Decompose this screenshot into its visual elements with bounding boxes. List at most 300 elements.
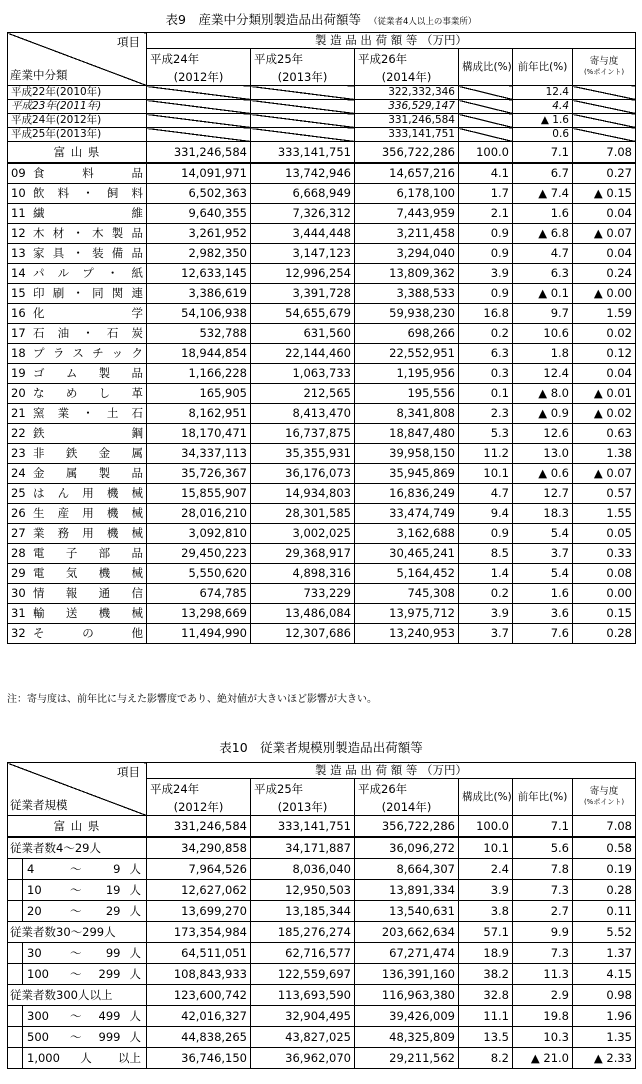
cell-ratio: 0.3 <box>459 364 513 384</box>
total-label: 富 山 県 <box>8 816 147 838</box>
blank-cell <box>251 100 355 114</box>
cell-v2014: 3,388,533 <box>355 284 459 304</box>
size-tilde: ～ <box>70 946 82 960</box>
cell-v2014: 18,847,480 <box>355 424 459 444</box>
cell-v2012: 44,838,265 <box>147 1027 251 1048</box>
cell-v2012: 123,600,742 <box>147 985 251 1006</box>
cell-contrib: 1.96 <box>573 1006 636 1027</box>
header-item-label: 項目 <box>117 35 140 49</box>
category-name: 化 学 <box>33 306 143 320</box>
cell-ratio: 0.9 <box>459 284 513 304</box>
cell-v2013: 12,950,503 <box>251 880 355 901</box>
blank-cell <box>573 86 636 100</box>
cell-v2014: 5,164,452 <box>355 564 459 584</box>
cell-v2013: 8,413,470 <box>251 404 355 424</box>
cell-yoy: 12.6 <box>513 424 573 444</box>
cell-contrib: 0.27 <box>573 163 636 184</box>
group-row <box>8 922 636 943</box>
size-row <box>8 1006 636 1027</box>
cell-v2014: 356,722,286 <box>355 816 459 838</box>
header-contrib <box>573 49 636 86</box>
cell-ratio: 57.1 <box>459 922 513 943</box>
category-label <box>8 384 147 404</box>
category-name: 繊 維 <box>33 206 143 220</box>
category-label <box>8 404 147 424</box>
cell-ratio: 4.7 <box>459 484 513 504</box>
cell-v2012: 64,511,051 <box>147 943 251 964</box>
cell-v2014: 7,443,959 <box>355 204 459 224</box>
cell-v2013: 12,996,254 <box>251 264 355 284</box>
cell-v2014: 13,975,712 <box>355 604 459 624</box>
category-code: 13 <box>11 246 26 260</box>
cell-v2013: 36,176,073 <box>251 464 355 484</box>
category-code: 19 <box>11 366 26 380</box>
history-row <box>8 100 636 114</box>
header-year: 平成25年 <box>251 49 355 71</box>
cell-ratio: 1.7 <box>459 184 513 204</box>
size-from: 100 <box>27 967 49 981</box>
history-label: 平成25年(2013年) <box>8 128 147 142</box>
cell-yoy: 5.4 <box>513 524 573 544</box>
cell-ratio: 6.3 <box>459 344 513 364</box>
cell-ratio: 38.2 <box>459 964 513 985</box>
category-code: 21 <box>11 406 26 420</box>
category-row <box>8 604 636 624</box>
cell-contrib: 0.28 <box>573 624 636 644</box>
category-label <box>8 444 147 464</box>
category-label <box>8 624 147 644</box>
category-name: 電 子 部 品 <box>33 546 143 560</box>
cell-v2014: 745,308 <box>355 584 459 604</box>
category-label <box>8 584 147 604</box>
cell-v2013: 22,144,460 <box>251 344 355 364</box>
group-row <box>8 985 636 1006</box>
cell-ratio: 8.5 <box>459 544 513 564</box>
blank-cell <box>147 100 251 114</box>
header-group: 製 造 品 出 荷 額 等 （万円） <box>147 763 636 779</box>
blank-cell <box>147 128 251 142</box>
total-label: 富 山 県 <box>8 142 147 164</box>
cell-v2013: 14,934,803 <box>251 484 355 504</box>
cell-yoy: 1.8 <box>513 344 573 364</box>
header-year: 平成26年 <box>355 779 459 801</box>
category-name: プラスチック <box>33 346 143 360</box>
cell-v2012: 173,354,984 <box>147 922 251 943</box>
cell-yoy: 6.7 <box>513 163 573 184</box>
cell-v2014: 13,240,953 <box>355 624 459 644</box>
category-label <box>8 484 147 504</box>
category-row <box>8 524 636 544</box>
cell-ratio: 32.8 <box>459 985 513 1006</box>
header-row <box>8 33 636 49</box>
cell-v2013: 3,002,025 <box>251 524 355 544</box>
size-tilde: 人 <box>80 1051 92 1065</box>
size-person: 人 <box>129 862 141 876</box>
cell-ratio: 3.9 <box>459 264 513 284</box>
category-label <box>8 163 147 184</box>
category-name: 業務用機械 <box>33 526 143 540</box>
header-year: 平成24年 <box>147 49 251 71</box>
blank-cell <box>147 86 251 100</box>
cell-contrib: ▲ 0.01 <box>573 384 636 404</box>
size-row <box>8 1048 636 1069</box>
cell-contrib: 0.24 <box>573 264 636 284</box>
category-row <box>8 304 636 324</box>
cell-v2014: 22,552,951 <box>355 344 459 364</box>
cell-yoy: 7.1 <box>513 816 573 838</box>
cell-yoy: 4.7 <box>513 244 573 264</box>
cell-contrib: ▲ 0.02 <box>573 404 636 424</box>
category-label <box>8 244 147 264</box>
cell-v2013: 13,185,344 <box>251 901 355 922</box>
size-from: 20 <box>27 904 42 918</box>
cell-yoy: 5.4 <box>513 564 573 584</box>
cell-v2013: 13,742,946 <box>251 163 355 184</box>
cell-v2014: 35,945,869 <box>355 464 459 484</box>
size-from: 10 <box>27 883 42 897</box>
category-row <box>8 504 636 524</box>
cell-ratio: 11.2 <box>459 444 513 464</box>
cell-v2012: 15,855,907 <box>147 484 251 504</box>
cell-v2014: 698,266 <box>355 324 459 344</box>
cell-v2014: 16,836,249 <box>355 484 459 504</box>
cell-v2012: 12,633,145 <box>147 264 251 284</box>
total-row <box>8 816 636 838</box>
history-yoy: 0.6 <box>513 128 573 142</box>
cell-contrib: 0.02 <box>573 324 636 344</box>
category-row <box>8 544 636 564</box>
history-value: 331,246,584 <box>355 114 459 128</box>
cell-v2014: 14,657,216 <box>355 163 459 184</box>
cell-v2012: 29,450,223 <box>147 544 251 564</box>
category-label <box>8 504 147 524</box>
cell-v2012: 331,246,584 <box>147 142 251 164</box>
cell-contrib: 0.58 <box>573 837 636 859</box>
cell-ratio: 1.4 <box>459 564 513 584</box>
cell-contrib: 0.04 <box>573 364 636 384</box>
cell-ratio: 0.9 <box>459 524 513 544</box>
header-year: 平成24年 <box>147 779 251 801</box>
header-contrib-unit: (%ポイント) <box>583 68 625 76</box>
cell-v2012: 14,091,971 <box>147 163 251 184</box>
category-code: 10 <box>11 186 26 200</box>
cell-v2012: 34,337,113 <box>147 444 251 464</box>
cell-ratio: 9.4 <box>459 504 513 524</box>
cell-v2012: 6,502,363 <box>147 184 251 204</box>
category-name: 情 報 通 信 <box>33 586 143 600</box>
cell-v2013: 35,355,931 <box>251 444 355 464</box>
cell-contrib: 0.33 <box>573 544 636 564</box>
cell-v2013: 631,560 <box>251 324 355 344</box>
category-row <box>8 484 636 504</box>
header-year-sub: (2013年) <box>251 70 355 86</box>
blank-cell <box>459 128 513 142</box>
category-row <box>8 364 636 384</box>
cell-contrib: ▲ 2.33 <box>573 1048 636 1069</box>
history-value: 336,529,147 <box>355 100 459 114</box>
category-row <box>8 564 636 584</box>
category-code: 11 <box>11 206 26 220</box>
cell-contrib: 0.15 <box>573 604 636 624</box>
cell-v2012: 18,170,471 <box>147 424 251 444</box>
cell-ratio: 3.7 <box>459 624 513 644</box>
cell-ratio: 0.2 <box>459 324 513 344</box>
cell-v2012: 674,785 <box>147 584 251 604</box>
category-code: 15 <box>11 286 26 300</box>
cell-ratio: 100.0 <box>459 816 513 838</box>
cell-v2012: 8,162,951 <box>147 404 251 424</box>
cell-v2014: 3,294,040 <box>355 244 459 264</box>
size-to: 29 <box>105 904 121 918</box>
size-label <box>8 1027 147 1048</box>
cell-yoy: 10.6 <box>513 324 573 344</box>
cell-v2013: 36,962,070 <box>251 1048 355 1069</box>
blank-cell <box>573 100 636 114</box>
cell-v2013: 62,716,577 <box>251 943 355 964</box>
cell-yoy: 10.3 <box>513 1027 573 1048</box>
cell-contrib: ▲ 0.15 <box>573 184 636 204</box>
cell-v2013: 333,141,751 <box>251 816 355 838</box>
size-tilde: ～ <box>70 967 82 981</box>
cell-contrib: 1.59 <box>573 304 636 324</box>
category-row <box>8 584 636 604</box>
size-person: 人 <box>129 1009 141 1023</box>
size-to: 999 <box>98 1030 121 1044</box>
cell-v2013: 3,444,448 <box>251 224 355 244</box>
cell-ratio: 0.2 <box>459 584 513 604</box>
size-to: 19 <box>105 883 121 897</box>
category-code: 26 <box>11 506 26 520</box>
history-row <box>8 128 636 142</box>
header-category-label: 従業者規模 <box>10 798 68 812</box>
cell-yoy: ▲ 0.1 <box>513 284 573 304</box>
history-yoy: 4.4 <box>513 100 573 114</box>
size-to: 以上 <box>118 1051 141 1065</box>
blank-cell <box>573 114 636 128</box>
cell-contrib: 7.08 <box>573 816 636 838</box>
cell-v2014: 116,963,380 <box>355 985 459 1006</box>
cell-v2013: 32,904,495 <box>251 1006 355 1027</box>
category-name: 食 料 品 <box>33 166 143 180</box>
blank-cell <box>147 114 251 128</box>
cell-v2014: 67,271,474 <box>355 943 459 964</box>
category-name: 石油・石炭 <box>33 326 143 340</box>
category-code: 23 <box>11 446 26 460</box>
history-value: 322,332,346 <box>355 86 459 100</box>
cell-yoy: 12.7 <box>513 484 573 504</box>
blank-cell <box>251 114 355 128</box>
size-from: 4 <box>27 862 35 876</box>
category-name: パルプ・紙 <box>33 266 143 280</box>
cell-ratio: 13.5 <box>459 1027 513 1048</box>
category-row <box>8 444 636 464</box>
category-label <box>8 564 147 584</box>
cell-ratio: 3.9 <box>459 604 513 624</box>
cell-ratio: 4.1 <box>459 163 513 184</box>
category-label <box>8 424 147 444</box>
category-code: 24 <box>11 466 26 480</box>
blank-cell <box>459 100 513 114</box>
cell-v2012: 2,982,350 <box>147 244 251 264</box>
cell-yoy: 9.7 <box>513 304 573 324</box>
cell-yoy: 19.8 <box>513 1006 573 1027</box>
size-label <box>8 880 147 901</box>
size-person: 人 <box>129 946 141 960</box>
history-yoy: ▲ 1.6 <box>513 114 573 128</box>
category-code: 09 <box>11 166 26 180</box>
group-label: 従業者数4～29人 <box>8 837 147 859</box>
size-from: 500 <box>27 1030 49 1044</box>
cell-v2012: 13,298,669 <box>147 604 251 624</box>
cell-v2014: 48,325,809 <box>355 1027 459 1048</box>
size-to: 9 <box>113 862 121 876</box>
category-code: 28 <box>11 546 26 560</box>
size-to: 99 <box>105 946 121 960</box>
size-label <box>8 859 147 880</box>
cell-ratio: 18.9 <box>459 943 513 964</box>
category-code: 29 <box>11 566 26 580</box>
size-to: 299 <box>98 967 121 981</box>
cell-v2014: 39,958,150 <box>355 444 459 464</box>
cell-contrib: 0.98 <box>573 985 636 1006</box>
cell-v2012: 108,843,933 <box>147 964 251 985</box>
category-row <box>8 284 636 304</box>
cell-v2012: 3,092,810 <box>147 524 251 544</box>
category-label <box>8 264 147 284</box>
category-label <box>8 324 147 344</box>
table9-title: 表9 産業中分類別製造品出荷額等 （従業者4人以上の事業所） <box>165 12 477 27</box>
category-code: 16 <box>11 306 26 320</box>
cell-yoy: ▲ 0.6 <box>513 464 573 484</box>
cell-ratio: 100.0 <box>459 142 513 164</box>
header-category-label: 産業中分類 <box>10 68 68 82</box>
size-person: 人 <box>129 1030 141 1044</box>
cell-v2013: 3,391,728 <box>251 284 355 304</box>
category-name: そ の 他 <box>33 626 143 640</box>
category-row <box>8 244 636 264</box>
header-year-sub: (2013年) <box>251 800 355 816</box>
category-label <box>8 604 147 624</box>
cell-v2013: 34,171,887 <box>251 837 355 859</box>
category-code: 22 <box>11 426 26 440</box>
cell-v2014: 13,809,362 <box>355 264 459 284</box>
cell-v2012: 28,016,210 <box>147 504 251 524</box>
header-corner-cell <box>8 33 147 86</box>
category-label <box>8 184 147 204</box>
cell-v2013: 3,147,123 <box>251 244 355 264</box>
cell-yoy: 1.6 <box>513 204 573 224</box>
header-year-sub: (2014年) <box>355 70 459 86</box>
cell-yoy: 3.7 <box>513 544 573 564</box>
cell-v2014: 29,211,562 <box>355 1048 459 1069</box>
table10 <box>7 762 636 1069</box>
size-tilde: ～ <box>70 883 82 897</box>
blank-cell <box>459 86 513 100</box>
header-year: 平成25年 <box>251 779 355 801</box>
category-label <box>8 284 147 304</box>
header-year-sub: (2012年) <box>147 800 251 816</box>
category-label <box>8 464 147 484</box>
cell-v2012: 54,106,938 <box>147 304 251 324</box>
cell-v2014: 3,211,458 <box>355 224 459 244</box>
cell-v2014: 13,891,334 <box>355 880 459 901</box>
size-row <box>8 901 636 922</box>
header-year-sub: (2014年) <box>355 800 459 816</box>
cell-v2014: 59,938,230 <box>355 304 459 324</box>
cell-contrib: ▲ 0.07 <box>573 224 636 244</box>
size-row <box>8 943 636 964</box>
header-yoy: 前年比(%) <box>513 779 573 816</box>
table9-subtitle: （従業者4人以上の事業所） <box>369 17 477 27</box>
cell-yoy: ▲ 0.9 <box>513 404 573 424</box>
cell-yoy: 7.1 <box>513 142 573 164</box>
category-row <box>8 224 636 244</box>
size-tilde: ～ <box>70 1009 82 1023</box>
category-name: 木材・木製品 <box>33 226 143 240</box>
cell-v2014: 30,465,241 <box>355 544 459 564</box>
cell-ratio: 10.1 <box>459 837 513 859</box>
category-code: 20 <box>11 386 26 400</box>
cell-v2013: 7,326,312 <box>251 204 355 224</box>
cell-v2014: 1,195,956 <box>355 364 459 384</box>
header-contrib-label: 寄与度 <box>589 56 619 67</box>
cell-v2014: 8,664,307 <box>355 859 459 880</box>
category-code: 14 <box>11 266 26 280</box>
category-code: 18 <box>11 346 26 360</box>
history-label: 平成23年(2011年) <box>8 100 147 114</box>
cell-v2013: 4,898,316 <box>251 564 355 584</box>
table9 <box>7 32 636 644</box>
category-row <box>8 204 636 224</box>
header-contrib-label: 寄与度 <box>589 786 619 797</box>
cell-contrib: 0.57 <box>573 484 636 504</box>
size-label <box>8 943 147 964</box>
size-row <box>8 1027 636 1048</box>
cell-ratio: 16.8 <box>459 304 513 324</box>
header-ratio: 構成比(%) <box>459 779 513 816</box>
cell-v2012: 532,788 <box>147 324 251 344</box>
size-label <box>8 964 147 985</box>
category-row <box>8 464 636 484</box>
category-label <box>8 364 147 384</box>
category-row <box>8 184 636 204</box>
cell-v2012: 3,261,952 <box>147 224 251 244</box>
cell-contrib: 0.08 <box>573 564 636 584</box>
header-group: 製 造 品 出 荷 額 等 （万円） <box>147 33 636 49</box>
cell-v2014: 3,162,688 <box>355 524 459 544</box>
cell-ratio: 8.2 <box>459 1048 513 1069</box>
cell-v2012: 18,944,854 <box>147 344 251 364</box>
cell-v2014: 136,391,160 <box>355 964 459 985</box>
category-label <box>8 304 147 324</box>
category-row <box>8 404 636 424</box>
cell-yoy: 6.3 <box>513 264 573 284</box>
header-year: 平成26年 <box>355 49 459 71</box>
cell-contrib: 0.04 <box>573 204 636 224</box>
cell-yoy: 5.6 <box>513 837 573 859</box>
category-row <box>8 624 636 644</box>
size-person: 人 <box>129 967 141 981</box>
size-person: 人 <box>129 883 141 897</box>
category-row <box>8 344 636 364</box>
cell-v2013: 29,368,917 <box>251 544 355 564</box>
cell-yoy: 9.9 <box>513 922 573 943</box>
cell-v2012: 3,386,619 <box>147 284 251 304</box>
cell-yoy: 11.3 <box>513 964 573 985</box>
category-code: 25 <box>11 486 26 500</box>
cell-ratio: 2.3 <box>459 404 513 424</box>
cell-contrib: 7.08 <box>573 142 636 164</box>
